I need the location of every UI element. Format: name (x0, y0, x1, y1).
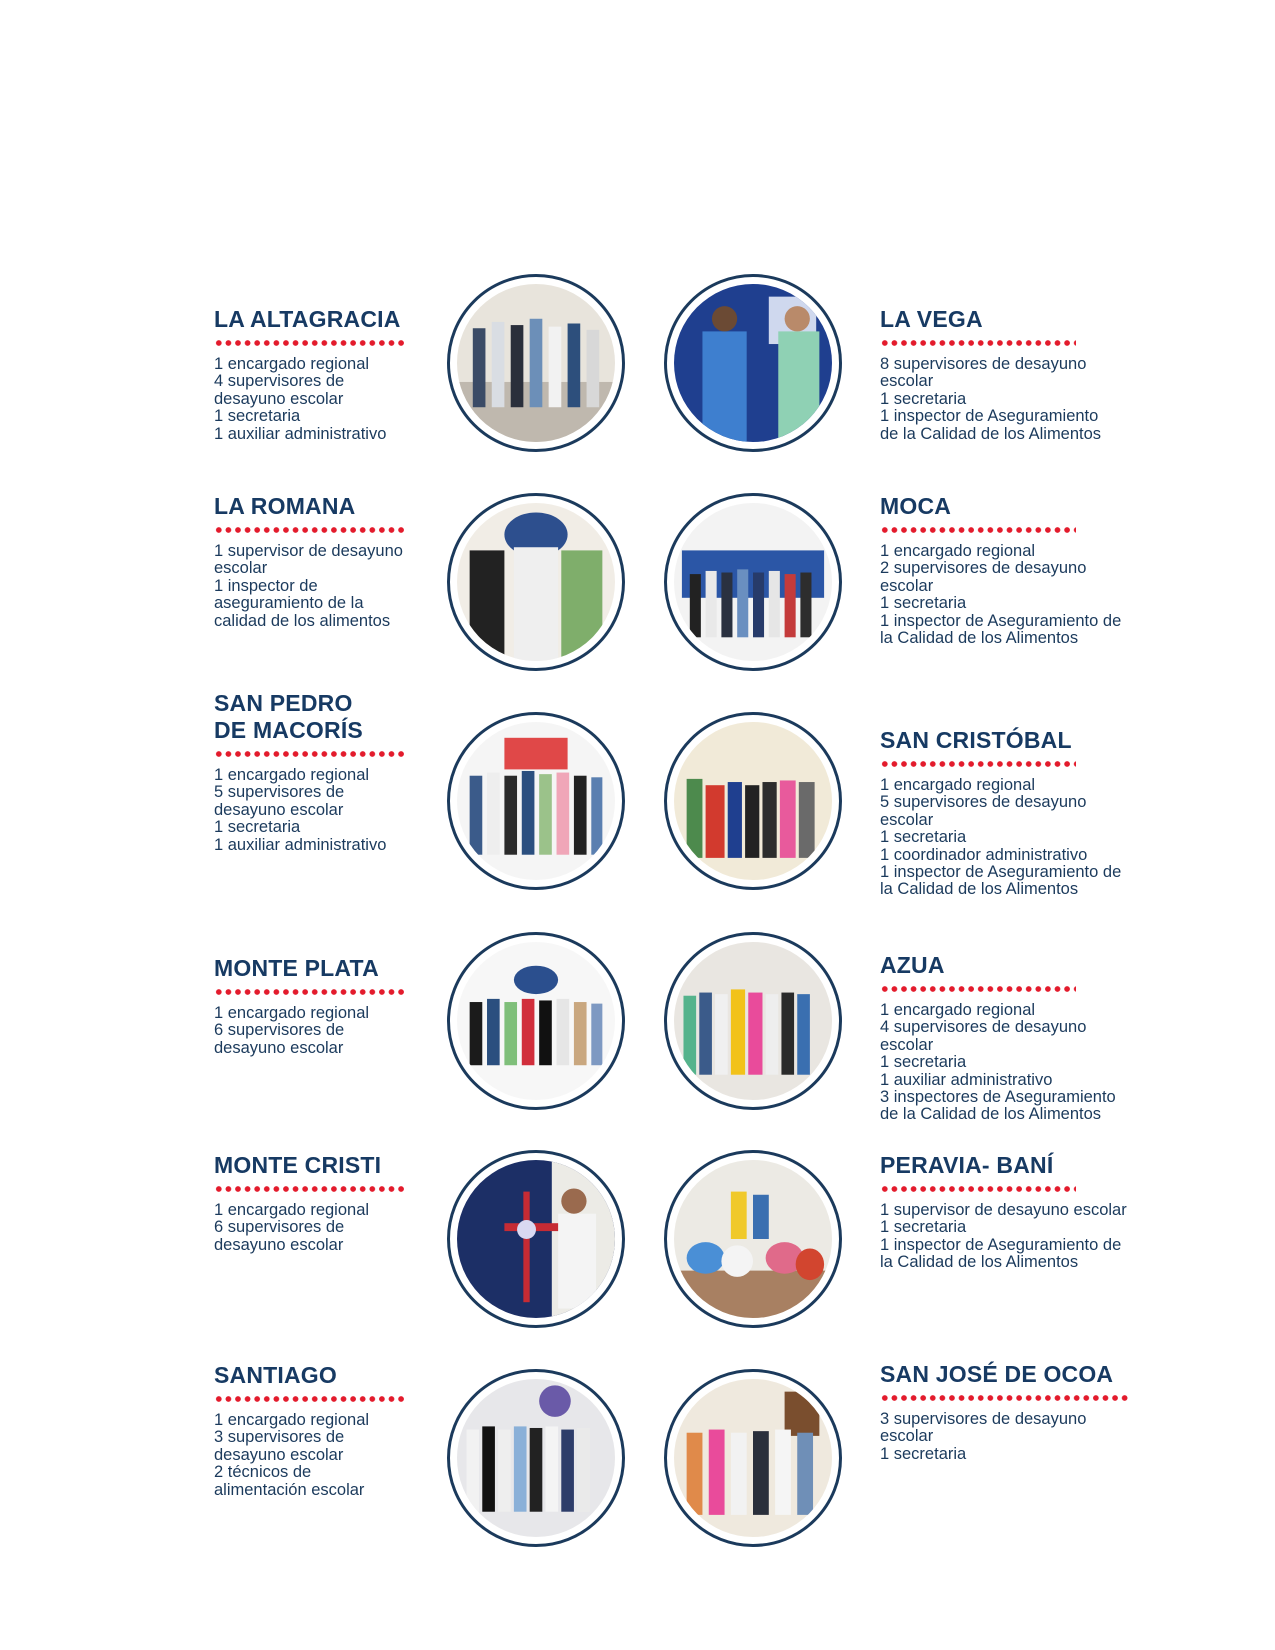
staff-list (214, 543, 474, 630)
staff-item: 5 supervisores de desayuno escolar (214, 783, 345, 819)
photo-san-jose-de-ocoa (664, 1369, 842, 1547)
staff-item: 1 encargado regional (880, 1001, 1036, 1019)
region-santiago (214, 1362, 474, 1499)
region-title: LA ALTAGRACIA (214, 306, 401, 332)
region-title: MONTE CRISTI (214, 1152, 382, 1178)
photo-san-pedro-de-macoris (447, 712, 625, 890)
region-peravia-bani (880, 1152, 1140, 1272)
group-photo-icon (457, 284, 615, 442)
staff-item: 1 auxiliar administrativo (214, 835, 387, 854)
staff-item: 1 coordinador administrativo (880, 845, 1088, 864)
dotted-divider (214, 339, 406, 347)
staff-item: 1 secretaria (880, 1053, 967, 1072)
staff-list (880, 1002, 1140, 1124)
region-san-jose-de-ocoa (880, 1361, 1140, 1463)
staff-item: 1 secretaria (880, 828, 967, 847)
region-la-altagracia (214, 306, 474, 443)
region-title: AZUA (880, 952, 945, 978)
staff-item: 1 auxiliar administrativo (214, 424, 387, 443)
region-title: MOCA (880, 493, 952, 519)
staff-item: 1 encargado regional (214, 355, 370, 373)
region-la-romana (214, 493, 474, 630)
region-title: LA VEGA (880, 306, 983, 332)
group-photo-icon (674, 284, 832, 442)
dotted-divider (214, 750, 406, 758)
region-monte-plata (214, 955, 474, 1057)
staff-item: 3 inspectores de Aseguramiento de la Calidad de los Alimentos (880, 1088, 1116, 1124)
dotted-divider (214, 1395, 406, 1403)
dotted-divider (214, 988, 406, 996)
region-la-vega (880, 306, 1140, 443)
region-title: MONTE PLATA (214, 955, 379, 981)
staff-item: 1 encargado regional (214, 1201, 370, 1219)
staff-item: 1 secretaria (214, 407, 301, 426)
staff-item: 3 supervisores de desayuno escolar (880, 1410, 1087, 1446)
region-title: SAN PEDRO DE MACORÍS (214, 690, 363, 743)
region-title: LA ROMANA (214, 493, 356, 519)
group-photo-icon (457, 503, 615, 661)
staff-item: 1 encargado regional (214, 1004, 370, 1022)
group-photo-icon (457, 942, 615, 1100)
staff-list (214, 1005, 474, 1057)
dotted-divider (880, 526, 1076, 534)
region-title: PERAVIA- BANÍ (880, 1152, 1054, 1178)
photo-azua (664, 932, 842, 1110)
staff-list (880, 356, 1140, 443)
dotted-divider (880, 760, 1076, 768)
dotted-divider (214, 1185, 406, 1193)
staff-item: 1 secretaria (880, 594, 967, 613)
photo-santiago (447, 1369, 625, 1547)
staff-item: 6 supervisores de desayuno escolar (214, 1218, 345, 1254)
group-photo-icon (674, 722, 832, 880)
dotted-divider (214, 526, 406, 534)
group-photo-icon (674, 1379, 832, 1537)
dotted-divider (880, 339, 1076, 347)
staff-item: 1 secretaria (880, 1444, 967, 1463)
photo-peravia-bani (664, 1150, 842, 1328)
staff-item: 1 encargado regional (214, 766, 370, 784)
staff-item: 3 supervisores de desayuno escolar (214, 1428, 345, 1464)
staff-list (214, 356, 474, 443)
photo-moca (664, 493, 842, 671)
region-title: SAN CRISTÓBAL (880, 727, 1072, 753)
region-monte-cristi (214, 1152, 474, 1254)
staff-item: 1 inspector de Aseguramiento de la Calidad de los Alimentos (880, 407, 1102, 443)
group-photo-icon (674, 1160, 832, 1318)
photo-san-cristobal (664, 712, 842, 890)
photo-la-romana (447, 493, 625, 671)
region-san-cristobal (880, 727, 1140, 899)
group-photo-icon (457, 722, 615, 880)
staff-item: 1 supervisor de desayuno escolar (880, 1201, 1127, 1219)
staff-list (880, 1202, 1140, 1272)
region-title: SAN JOSÉ DE OCOA (880, 1361, 1114, 1387)
staff-item: 1 inspector de Aseguramiento de la Calidad de los Alimentos (880, 863, 1122, 899)
group-photo-icon (674, 942, 832, 1100)
staff-item: 5 supervisores de desayuno escolar (880, 793, 1087, 829)
dotted-divider (880, 1394, 1130, 1402)
photo-monte-plata (447, 932, 625, 1110)
dotted-divider (880, 1185, 1076, 1193)
group-photo-icon (457, 1160, 615, 1318)
staff-list (880, 1411, 1140, 1463)
region-san-pedro-de-macoris (214, 690, 474, 854)
dotted-divider (880, 985, 1076, 993)
staff-item: 2 técnicos de alimentación escolar (214, 1463, 365, 1499)
staff-item: 4 supervisores de desayuno escolar (214, 372, 345, 408)
staff-item: 1 secretaria (880, 389, 967, 408)
staff-item: 1 encargado regional (880, 542, 1036, 560)
staff-item: 1 secretaria (214, 818, 301, 837)
staff-list (214, 1412, 474, 1499)
staff-list (214, 767, 474, 854)
photo-monte-cristi (447, 1150, 625, 1328)
photo-la-altagracia (447, 274, 625, 452)
staff-item: 8 supervisores de desayuno escolar (880, 355, 1087, 391)
staff-item: 1 inspector de aseguramiento de la calidad de los alimentos (214, 576, 391, 630)
staff-item: 1 secretaria (880, 1218, 967, 1237)
staff-item: 2 supervisores de desayuno escolar (880, 559, 1087, 595)
staff-list (214, 1202, 474, 1254)
staff-item: 1 auxiliar administrativo (880, 1070, 1053, 1089)
region-moca (880, 493, 1140, 647)
staff-item: 4 supervisores de desayuno escolar (880, 1018, 1087, 1054)
staff-item: 1 inspector de Aseguramiento de la Calidad de los Alimentos (880, 611, 1122, 648)
group-photo-icon (457, 1379, 615, 1537)
staff-item: 1 encargado regional (214, 1411, 370, 1429)
staff-item: 1 supervisor de desayuno escolar (214, 542, 403, 578)
group-photo-icon (674, 503, 832, 661)
staff-item: 6 supervisores de desayuno escolar (214, 1021, 345, 1057)
staff-list (880, 777, 1140, 899)
photo-la-vega (664, 274, 842, 452)
staff-item: 1 encargado regional (880, 776, 1036, 794)
staff-item: 1 inspector de Aseguramiento de la Calidad de los Alimentos (880, 1235, 1122, 1272)
region-title: SANTIAGO (214, 1362, 337, 1388)
region-azua (880, 952, 1140, 1124)
staff-list (880, 543, 1140, 647)
